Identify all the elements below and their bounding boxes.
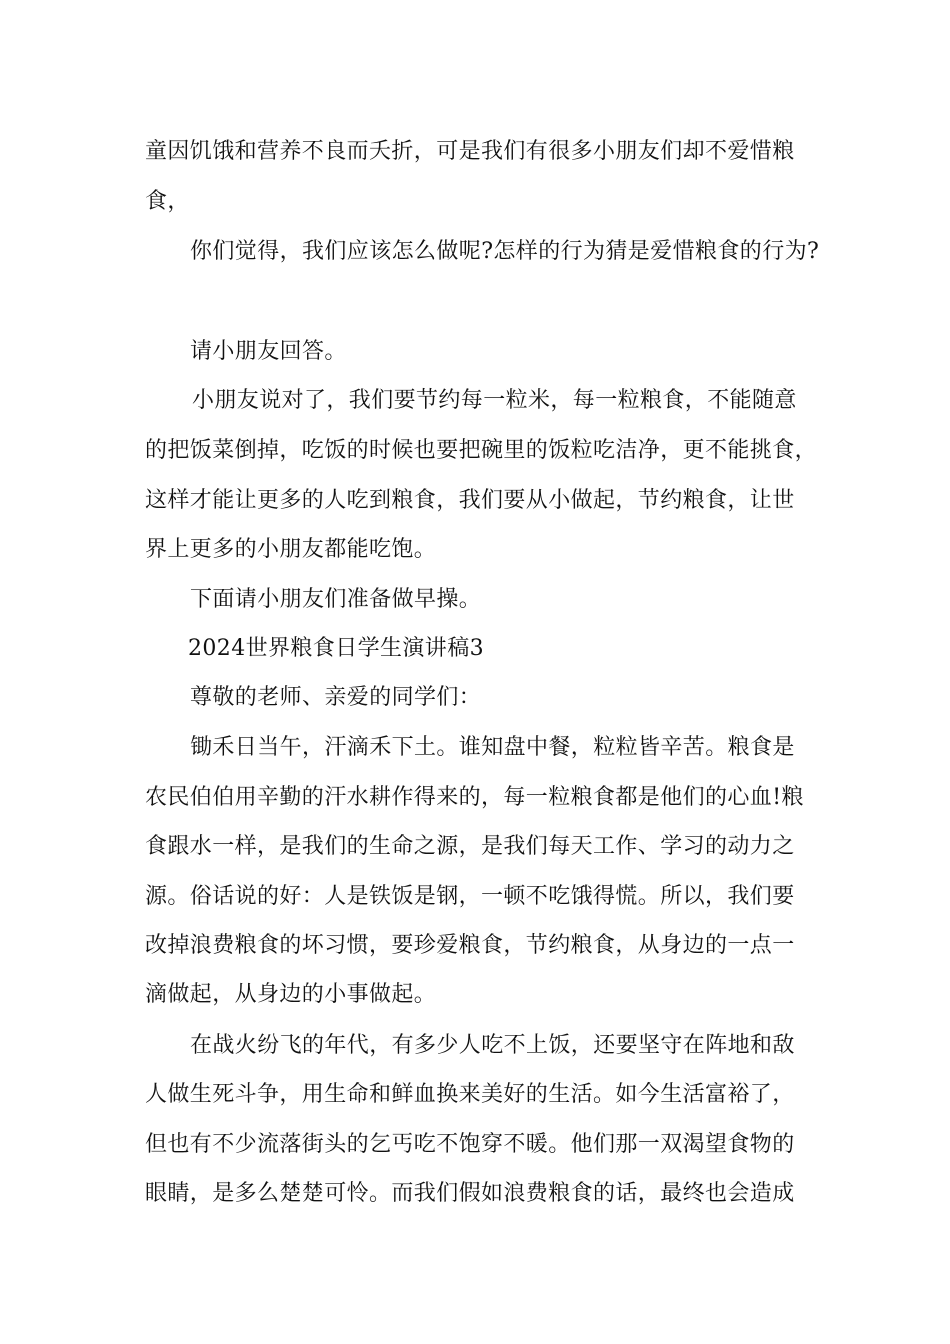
paragraph-line: 食， <box>145 189 190 214</box>
paragraph-line: 源。俗话说的好：人是铁饭是钢，一顿不吃饿得慌。所以，我们要 <box>145 884 795 909</box>
paragraph-line: 下面请小朋友们准备做早操。 <box>190 587 482 612</box>
paragraph-line: 滴做起，从身边的小事做起。 <box>145 982 437 1007</box>
section-heading: 2024世界粮食日学生演讲稿3 <box>188 636 484 661</box>
paragraph-line: 界上更多的小朋友都能吃饱。 <box>145 537 437 562</box>
salutation: 尊敬的老师、亲爱的同学们： <box>190 685 482 710</box>
paragraph-line: 农民伯伯用辛勤的汗水耕作得来的，每一粒粮食都是他们的心血!粮 <box>145 785 804 810</box>
paragraph-line: 人做生死斗争，用生命和鲜血换来美好的生活。如今生活富裕了， <box>145 1082 795 1107</box>
paragraph-line: 请小朋友回答。 <box>190 339 347 364</box>
paragraph-line: 锄禾日当午，汗滴禾下土。谁知盘中餐，粒粒皆辛苦。粮食是 <box>190 735 795 760</box>
paragraph-line: 小朋友说对了，我们要节约每一粒米，每一粒粮食，不能随意 <box>192 388 797 413</box>
paragraph-line: 这样才能让更多的人吃到粮食，我们要从小做起，节约粮食，让世 <box>145 488 795 513</box>
paragraph-line: 食跟水一样，是我们的生命之源，是我们每天工作、学习的动力之 <box>145 834 795 859</box>
paragraph-line: 的把饭菜倒掉，吃饭的时候也要把碗里的饭粒吃洁净，更不能挑食， <box>145 438 818 463</box>
paragraph-line: 但也有不少流落街头的乞丐吃不饱穿不暖。他们那一双渴望食物的 <box>145 1132 795 1157</box>
paragraph-line: 在战火纷飞的年代，有多少人吃不上饭，还要坚守在阵地和敌 <box>190 1033 795 1058</box>
paragraph-line: 你们觉得，我们应该怎么做呢?怎样的行为猜是爱惜粮食的行为? <box>190 239 820 264</box>
paragraph-line: 改掉浪费粮食的坏习惯，要珍爱粮食，节约粮食，从身边的一点一 <box>145 933 795 958</box>
paragraph-line: 童因饥饿和营养不良而夭折，可是我们有很多小朋友们却不爱惜粮 <box>145 139 795 164</box>
paragraph-line: 眼睛，是多么楚楚可怜。而我们假如浪费粮食的话，最终也会造成 <box>145 1181 795 1206</box>
